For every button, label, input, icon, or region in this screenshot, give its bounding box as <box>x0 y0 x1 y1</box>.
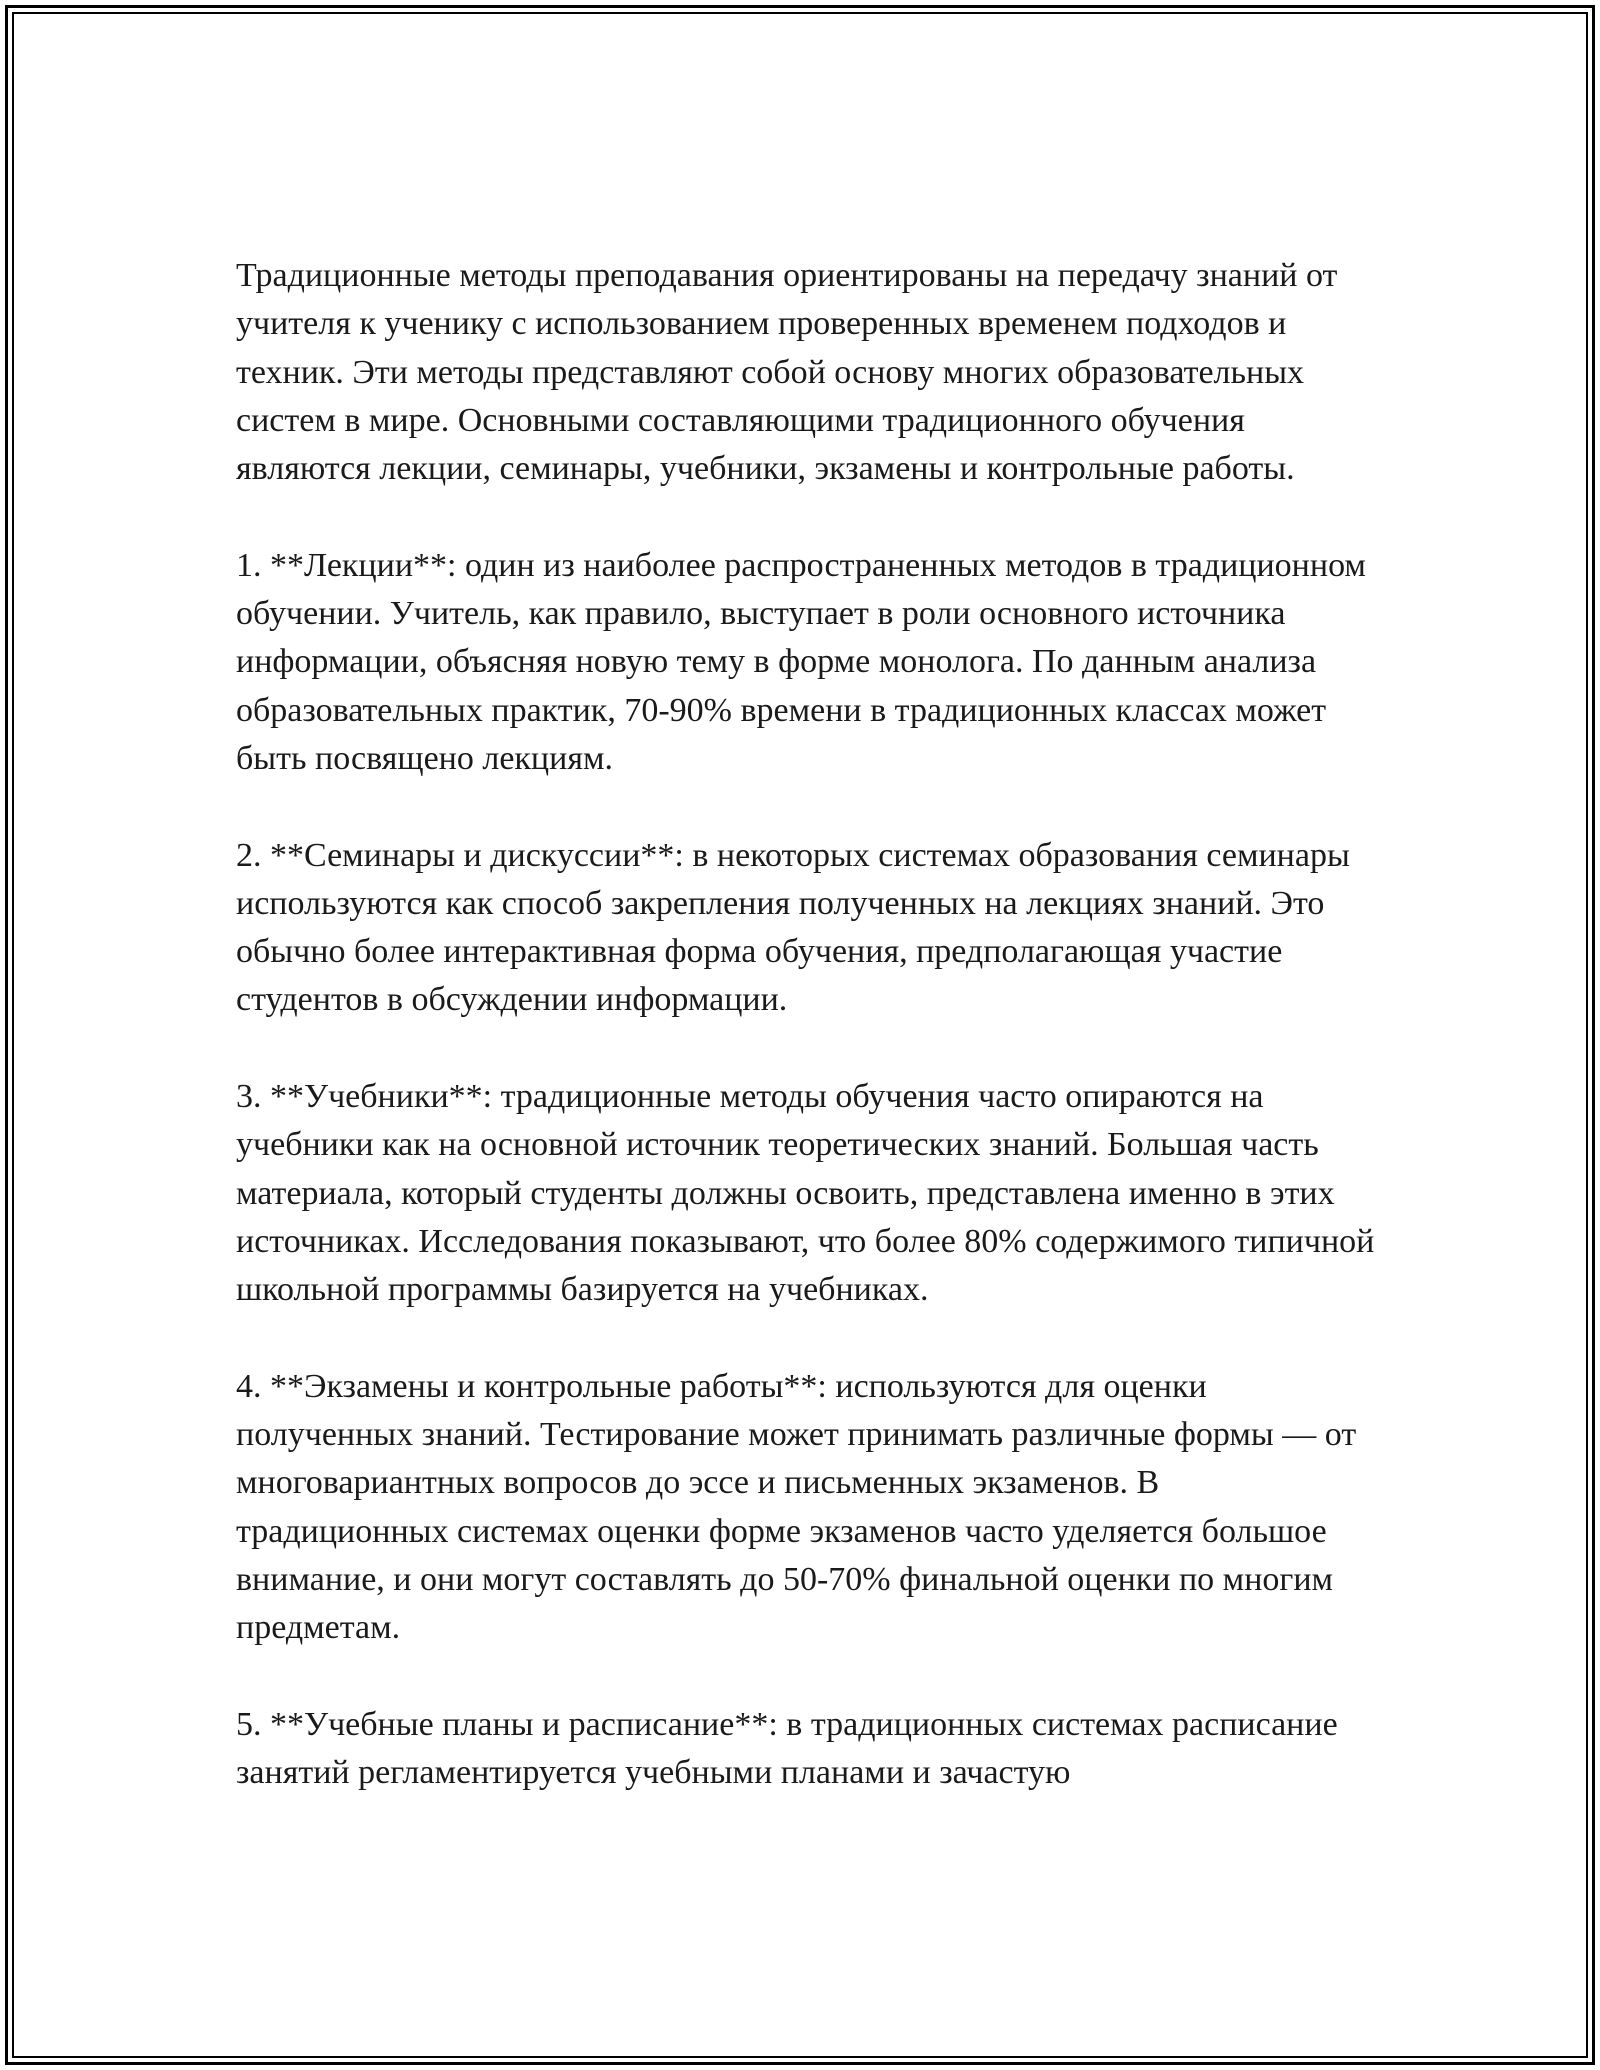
paragraph-textbooks: 3. **Учебники**: традиционные методы обучения часто опираются на учебники как на основной источник теоретических знаний. Большая часть материала, который студенты должны освоить, представлена именно в этих источниках. Исследования показывают, что более 80% содержимого типичной школьной программы базируется на учебниках. <box>236 1078 1375 1309</box>
intro-paragraph: Традиционные методы преподавания ориентированы на передачу знаний от учителя к ученику с использованием проверенных временем подходов и техник. Эти методы представляют собой основу многих образовательных систем в мире. Основными составляющими традиционного обучения являются лекции, семинары, учебники, экзамены и контрольные работы. <box>236 257 1338 488</box>
paragraph-curricula: 5. **Учебные планы и расписание**: в традиционных системах расписание занятий регламентируется учебными планами и зачастую <box>236 1705 1338 1792</box>
document-body <box>236 252 1376 1846</box>
paragraph-lectures: 1. **Лекции**: один из наиболее распространенных методов в традиционном обучении. Учитель, как правило, выступает в роли основного источника информации, объясняя новую тему в форме монолога. По данным анализа образовательных практик, 70-90% времени в традиционных классах может быть посвящено лекциям. <box>236 546 1366 777</box>
paragraph-exams: 4. **Экзамены и контрольные работы**: используются для оценки полученных знаний. Тестирование может принимать различные формы — от многовариантных вопросов до эссе и письменных экзаменов. В традиционных системах оценки форме экзаменов часто уделяется большое внимание, и они могут составлять до 50-70% финальной оценки по многим предметам. <box>236 1367 1357 1647</box>
paragraph-seminars: 2. **Семинары и дискуссии**: в некоторых системах образования семинары используются как способ закрепления полученных на лекциях знаний. Это обычно более интерактивная форма обучения, предполагающая участие студентов в обсуждении информации. <box>236 836 1350 1019</box>
